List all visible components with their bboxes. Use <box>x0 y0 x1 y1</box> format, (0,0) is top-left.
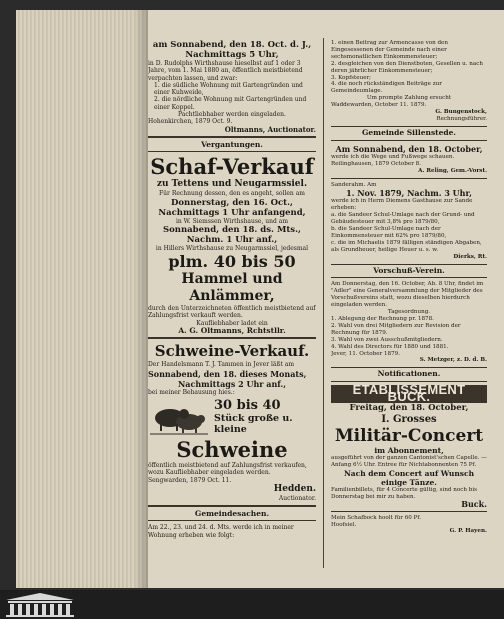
schweine-line: Der Handelsmann T. J. Tammen in Jever läßt am <box>148 361 295 369</box>
divider <box>148 337 316 339</box>
top-item: 3. Kopfsteuer; <box>331 74 372 81</box>
divider <box>148 151 316 152</box>
divider <box>331 367 487 368</box>
sande-place: Sanderahm. Am <box>331 181 377 188</box>
schaf-signature: A. G. Oltmanns, Rchtstllr. <box>178 326 286 336</box>
verein-item: 1. Ablegung der Rechnung pr. 1878. <box>331 316 434 322</box>
divider <box>148 505 316 507</box>
section-heading-notificationen: Notificationen. <box>377 369 441 379</box>
verein-agenda: Tagesordnung. <box>387 309 431 316</box>
top-signature: G. Bungenstock, <box>435 109 487 116</box>
concert-signature: Buck. <box>461 498 487 509</box>
top-item: 2. desgleichen von den Dienstboten, Gesellen u. nach deren jährlicher Einkommensteuer; <box>331 60 483 74</box>
concert-line: im Abonnement, <box>374 446 444 456</box>
sande-line: werde ich in Herm Diemens Gasthause zur Sande erheben: <box>331 198 473 212</box>
schaf-title: Schaf-Verkauf <box>150 154 314 180</box>
notice1-item1: 1. die südliche Wohnung mit Gartengründen und einer Kuhweide, <box>154 81 303 97</box>
divider <box>331 178 487 179</box>
divider <box>331 126 487 127</box>
concert-line: I. Grosses <box>381 414 437 426</box>
concert-date: Freitag, den 18. October, <box>349 403 469 414</box>
sillen-heading: Am Sonnabend, den 18. October, <box>335 143 483 154</box>
bottom-signature: G. P. Hayen. <box>449 528 487 535</box>
divider <box>148 136 316 138</box>
schweine-word: Schweine <box>176 436 288 462</box>
divider <box>331 511 487 512</box>
schaf-count: plm. 40 bis 50 <box>168 252 296 272</box>
bottom-line: Hoofsiel. <box>331 521 357 528</box>
notice1-heading: am Sonnabend, den 18. Oct. d. J., <box>152 40 312 50</box>
sande-date: 1. Nov. 1879, Nachm. 3 Uhr, <box>346 188 472 199</box>
schaf-line: in W. Siemssen Wirthshause, und am <box>175 217 289 225</box>
top-place: Waddewarden, October 11. 1879. <box>331 102 427 109</box>
top-sig-title: Rechnungsführer. <box>436 115 487 122</box>
notice1-place: Hohenkirchen, 1879 Oct. 9. <box>148 118 233 126</box>
schaf-line: Sonnabend, den 18. ds. Mts., <box>163 224 301 235</box>
section-heading-vergantungen: Vergantungen. <box>201 139 263 149</box>
pigs-illustration-icon <box>148 396 210 438</box>
section-heading-sillenstede: Gemeinde Sillenstede. <box>361 127 457 137</box>
pigs-block <box>148 396 316 438</box>
schaf-line: durch den Unterzeichneten öffentlich meistbietend auf Zahlungsfrist verkauft werden. <box>148 305 316 320</box>
notice1-note: Pachtliebhaber werden eingeladen. <box>178 111 286 119</box>
sande-item: b. die Sandeer Schul-Umlage nach der Einkommensteuer mit 62% pro 1879/80, <box>331 226 447 239</box>
schaf-line: Donnerstag, den 16. Oct., <box>170 197 294 208</box>
notice1-time: Nachmittags 5 Uhr, <box>185 50 279 60</box>
verein-signature: S. Metzger, z. D. d. B. <box>419 357 487 364</box>
schaf-line: in Hillers Wirthshause zu Neugarmssiel, jedesmal <box>155 244 309 252</box>
notice1-body: in D. Rudolphs Wirthshause hieselbst auf 1 oder 3 Jahre, vom 1. Mai 1880 an, öffentlich meistbietend verpachten lassen, und zwar: <box>148 60 303 82</box>
schaf-animals: Hammel und Anlämmer, <box>181 271 283 305</box>
concert-banner: ETABLISSEMENT BUCK. <box>331 385 487 403</box>
schweine-sig-title: Auctionator. <box>278 494 316 502</box>
schaf-line: Nachmittags 1 Uhr anfangend, <box>158 207 306 218</box>
schweine-count: 30 bis 40 <box>214 398 281 414</box>
concert-line: ausgeführt von der ganzen Cantonist'schen Capelle. — Anfang 6½ Uhr. Entree für Nichtabonnenten 75 Pf. <box>331 455 487 468</box>
notice1-item2: 2. die nördliche Wohnung mit Gartengründen und einer Koppel. <box>154 96 307 111</box>
section-heading-vorschuss: Vorschuß-Verein. <box>373 265 445 275</box>
verein-place: Jever, 11. October 1879. <box>331 350 401 357</box>
book-page-edges <box>16 10 148 588</box>
schweine-title: Schweine-Verkauf. <box>154 342 310 361</box>
verein-line: Am Donnerstag, den 16. October, Ab. 8 Uhr, findet im "Adler" eine Generalversammlung der Mitglieder des Vorschußvereins statt, wozu dieselben hierdurch eingeladen werden. <box>331 281 484 309</box>
right-column <box>331 40 487 570</box>
concert-line: Nach dem Concert auf Wunsch einige Tänze. <box>343 468 475 487</box>
divider <box>331 264 487 265</box>
schaf-line: Nachm. 1 Uhr anf., <box>186 234 278 245</box>
notice1-signature: Oltmanns, Auctionator. <box>224 124 316 134</box>
divider <box>148 520 316 521</box>
top-line: Um prompte Zahlung ersucht <box>366 95 452 102</box>
divider <box>331 140 487 141</box>
concert-line: Familienbillets, für 4 Concerte gültig, sind noch bis Donnerstag bei mir zu haben. <box>331 486 478 500</box>
schweine-line: Nachmittags 2 Uhr anf., <box>177 378 286 389</box>
verein-item: 2. Wahl von drei Mitgliedern zur Revision der Rechnung für 1879. <box>331 322 461 336</box>
schaf-line: Für Rechnung dessen, den es angeht, sollen am <box>159 190 305 198</box>
schweine-line: bei meiner Behausung hies.: <box>148 388 235 396</box>
top-item: 1. einen Beitrag zur Armencasse von den Eingesessenen der Gemeinde nach einer sechsmonatlichen Einkommensteuer; <box>331 40 448 60</box>
sande-signature: Dierks, Rt. <box>453 253 487 260</box>
sillen-line: werde ich die Wege und Fußwege schauen. <box>331 153 455 160</box>
schweine-line: Sonnabend, den 18. dieses Monats, <box>148 368 307 379</box>
verein-item: 4. Wahl des Directors für 1880 und 1881. <box>331 343 449 350</box>
schaf-line: Kaufliebhaber ladet ein <box>196 319 268 327</box>
verein-item: 3. Wahl von zwei Ausschußmitgliedern. <box>331 336 443 343</box>
left-column <box>148 40 316 570</box>
schweine-line: öffentlich meistbietend auf Zahlungsfrist verkaufen, wozu Kaufliebhaber eingeladen werden. <box>148 461 307 477</box>
section-heading-gemeindesachen: Gemeindesachen. <box>194 509 270 519</box>
sande-item: a. die Sandeer Schul-Umlage nach der Grund- und Gebäudesteuer mit 3,8% pro 1879/80, <box>331 212 475 226</box>
sillen-place: Reilinghausen, 1879 October 8. <box>331 160 421 167</box>
bottom-line: Mein Schafbock hoolt für 60 Pf. <box>331 514 422 521</box>
gemeinde-tail: Am 22., 23. und 24. d. Mts. werde ich in meiner Wohnung erheben wie folgt: <box>148 524 294 539</box>
top-item: 4. die noch rückständigen Beiträge zur Gemeindeumlage. <box>331 81 442 95</box>
schweine-place: Sengwarden, 1879 Oct. 11. <box>148 476 232 484</box>
schweine-size: Stück große u. kleine <box>214 413 293 436</box>
column-rule <box>323 38 324 568</box>
divider <box>331 277 487 278</box>
concert-title: Militär-Concert <box>334 426 484 447</box>
schaf-place: zu Tettens und Neugarmssiel. <box>156 179 308 190</box>
sande-item: c. die im Michaelis 1879 fälligen ständigen Abgaben, als Grundheuer, heilige Heuer u. s. w. <box>331 239 482 253</box>
sillen-signature: A. Reling, Gem.-Vorst. <box>418 167 487 174</box>
library-building-logo-icon <box>4 592 76 618</box>
schweine-signature: Hedden. <box>273 483 316 494</box>
